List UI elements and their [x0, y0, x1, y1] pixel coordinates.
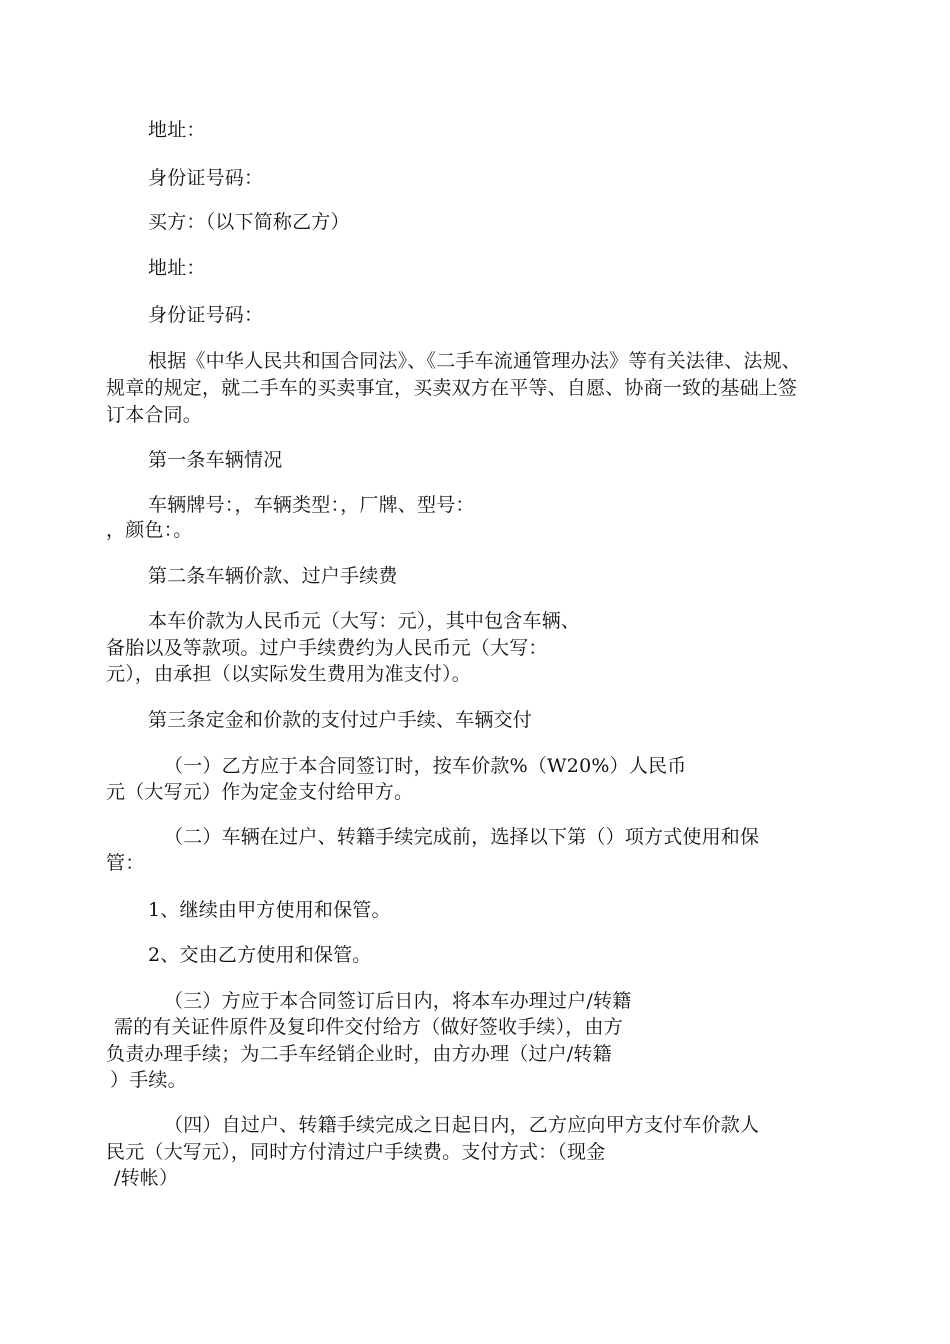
article3-title: 第三条定金和价款的支付过户手续、车辆交付 [148, 709, 533, 731]
buyer-id-label: 身份证号码： [148, 304, 264, 326]
article2-line-2: 备胎以及等款项。过户手续费约为人民币元（大写： [106, 637, 548, 659]
article3-clause3-line-2: 需的有关证件原件及复印件交付给方（做好签收手续），由方 [114, 1016, 623, 1038]
article2-line-1: 本车价款为人民币元（大写：元），其中包含车辆、 [148, 610, 581, 632]
preamble-line-1: 根据《中华人民共和国合同法》、《二手车流通管理办法》等有关法律、法规、 [148, 350, 802, 372]
article3-clause2-line-2: 管： [106, 852, 145, 874]
article3-clause1-line-2: 元（大写元）作为定金支付给甲方。 [106, 781, 414, 803]
article1-title: 第一条车辆情况 [148, 449, 283, 471]
preamble-line-3: 订本合同。 [106, 404, 203, 426]
article3-clause3-line-1: （三）方应于本合同签订后日内，将本车办理过户/转籍 [164, 990, 632, 1012]
preamble-line-2: 规章的规定，就二手车的买卖事宜，买卖双方在平等、自愿、协商一致的基础上签 [106, 377, 798, 399]
article3-clause1-line-1: （一）乙方应于本合同签订时，按车价款%（W20%）人民币 [164, 755, 687, 777]
article3-clause3-line-3: 负责办理手续；为二手车经销企业时，由方办理（过户/转籍 [106, 1043, 612, 1065]
article2-title: 第二条车辆价款、过户手续费 [148, 565, 398, 587]
article3-option-1: 1、继续由甲方使用和保管。 [148, 899, 391, 921]
article3-clause2-line-1: （二）车辆在过户、转籍手续完成前，选择以下第（）项方式使用和保 [164, 826, 760, 848]
article3-clause3-line-4: ）手续。 [110, 1069, 187, 1091]
article3-option-2: 2、交由乙方使用和保管。 [148, 944, 372, 966]
buyer-address-label: 地址： [148, 257, 206, 279]
seller-id-label: 身份证号码： [148, 167, 264, 189]
article1-line-2: ，颜色：。 [106, 519, 193, 541]
article3-clause4-line-1: （四）自过户、转籍手续完成之日起日内，乙方应向甲方支付车价款人 [164, 1114, 760, 1136]
article2-line-3: 元），由承担（以实际发生费用为准支付）。 [106, 663, 472, 685]
article3-clause4-line-3: /转帐） [114, 1167, 179, 1189]
article3-clause4-line-2: 民元（大写元），同时方付清过户手续费。支付方式：（现金 [106, 1141, 606, 1163]
seller-address-label: 地址： [148, 119, 206, 141]
article1-line-1: 车辆牌号：，车辆类型：，厂牌、型号： [148, 494, 475, 516]
buyer-label: 买方：（以下简称乙方） [148, 211, 350, 233]
